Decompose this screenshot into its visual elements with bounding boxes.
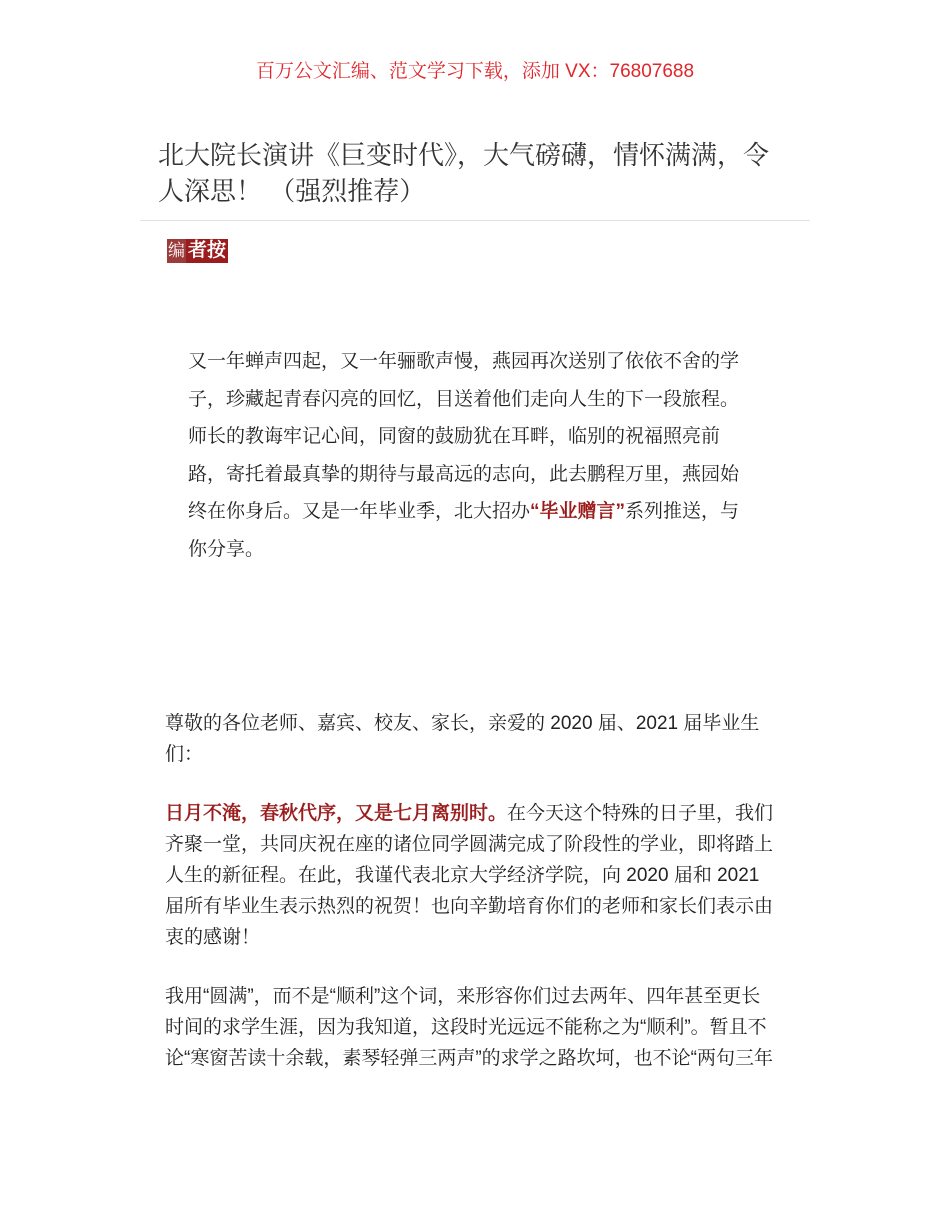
text-line	[165, 1043, 773, 1074]
editor-note-char: 编	[167, 239, 186, 263]
highlighted-text: “毕业赠言”	[530, 501, 626, 522]
text-segment: 论“寒窗苦读十余载，素琴轻弹三两声”的求学之路坎坷，也不论“两句三年	[165, 1048, 773, 1069]
text-segment: 齐聚一堂，共同庆祝在座的诸位同学圆满完成了阶段性的学业，即将踏上	[165, 834, 774, 855]
text-line	[165, 922, 773, 953]
text-line	[165, 860, 773, 891]
text-segment: 师长的教诲牢记心间，同窗的鼓励犹在耳畔，临别的祝福照亮前	[188, 426, 721, 447]
intro-paragraph	[188, 343, 739, 568]
text-line	[188, 456, 739, 494]
text-segment: 终在你身后。又是一年毕业季，北大招办	[188, 501, 531, 522]
text-segment: 你分享。	[188, 538, 265, 560]
text-line	[188, 381, 739, 419]
speech-body	[165, 708, 773, 1074]
text-segment: 人生的新征程。在此，我谨代表北京大学经济学院，向 2020 届和 2021	[165, 865, 760, 886]
text-line	[165, 739, 773, 770]
text-line	[165, 708, 773, 739]
text-segment: 系列推送，与	[625, 501, 740, 522]
text-segment: 子，珍藏起青春闪亮的回忆，目送着他们走向人生的下一段旅程。	[188, 388, 740, 410]
text-line	[165, 1012, 773, 1043]
title-line: 北大院长演讲《巨变时代》，大气磅礴，情怀满满，令	[158, 140, 770, 170]
editor-note-label: 者按	[188, 240, 227, 261]
text-segment: 我用“圆满”，而不是“顺利”这个词，来形容你们过去两年、四年甚至更长	[165, 986, 761, 1007]
text-segment: 在今天这个特殊的日子里，我们	[507, 803, 774, 824]
paragraph-gap	[165, 770, 773, 798]
text-line	[165, 798, 773, 829]
text-line	[165, 891, 773, 922]
text-line	[165, 981, 773, 1012]
title-line: 人深思！ （强烈推荐）	[158, 176, 426, 206]
text-segment: 衷的感谢！	[165, 927, 261, 948]
editor-note-badge	[167, 239, 228, 263]
text-line	[188, 493, 739, 531]
paragraph-gap	[165, 953, 773, 981]
article-title	[158, 137, 818, 209]
highlighted-text: 日月不淹，春秋代序，又是七月离别时。	[165, 803, 508, 824]
text-segment: 届所有毕业生表示热烈的祝贺！也向辛勤培育你们的老师和家长们表示由	[165, 896, 774, 917]
text-line	[188, 343, 739, 381]
text-line	[188, 418, 739, 456]
text-segment: 时间的求学生涯，因为我知道，这段时光远远不能称之为“顺利”。暂且不	[165, 1017, 767, 1038]
text-segment: 路，寄托着最真挚的期待与最高远的志向，此去鹏程万里，燕园始	[188, 463, 740, 485]
watermark-banner: 百万公文汇编、范文学习下载，添加 VX：76807688	[255, 61, 695, 82]
text-line	[188, 531, 739, 569]
text-segment: 尊敬的各位老师、嘉宾、校友、家长，亲爱的 2020 届、2021 届毕业生	[165, 713, 760, 734]
text-segment: 们：	[165, 744, 204, 765]
title-divider	[140, 220, 810, 221]
text-line	[165, 829, 773, 860]
text-segment: 又一年蝉声四起，又一年骊歌声慢，燕园再次送别了依依不舍的学	[188, 351, 740, 372]
